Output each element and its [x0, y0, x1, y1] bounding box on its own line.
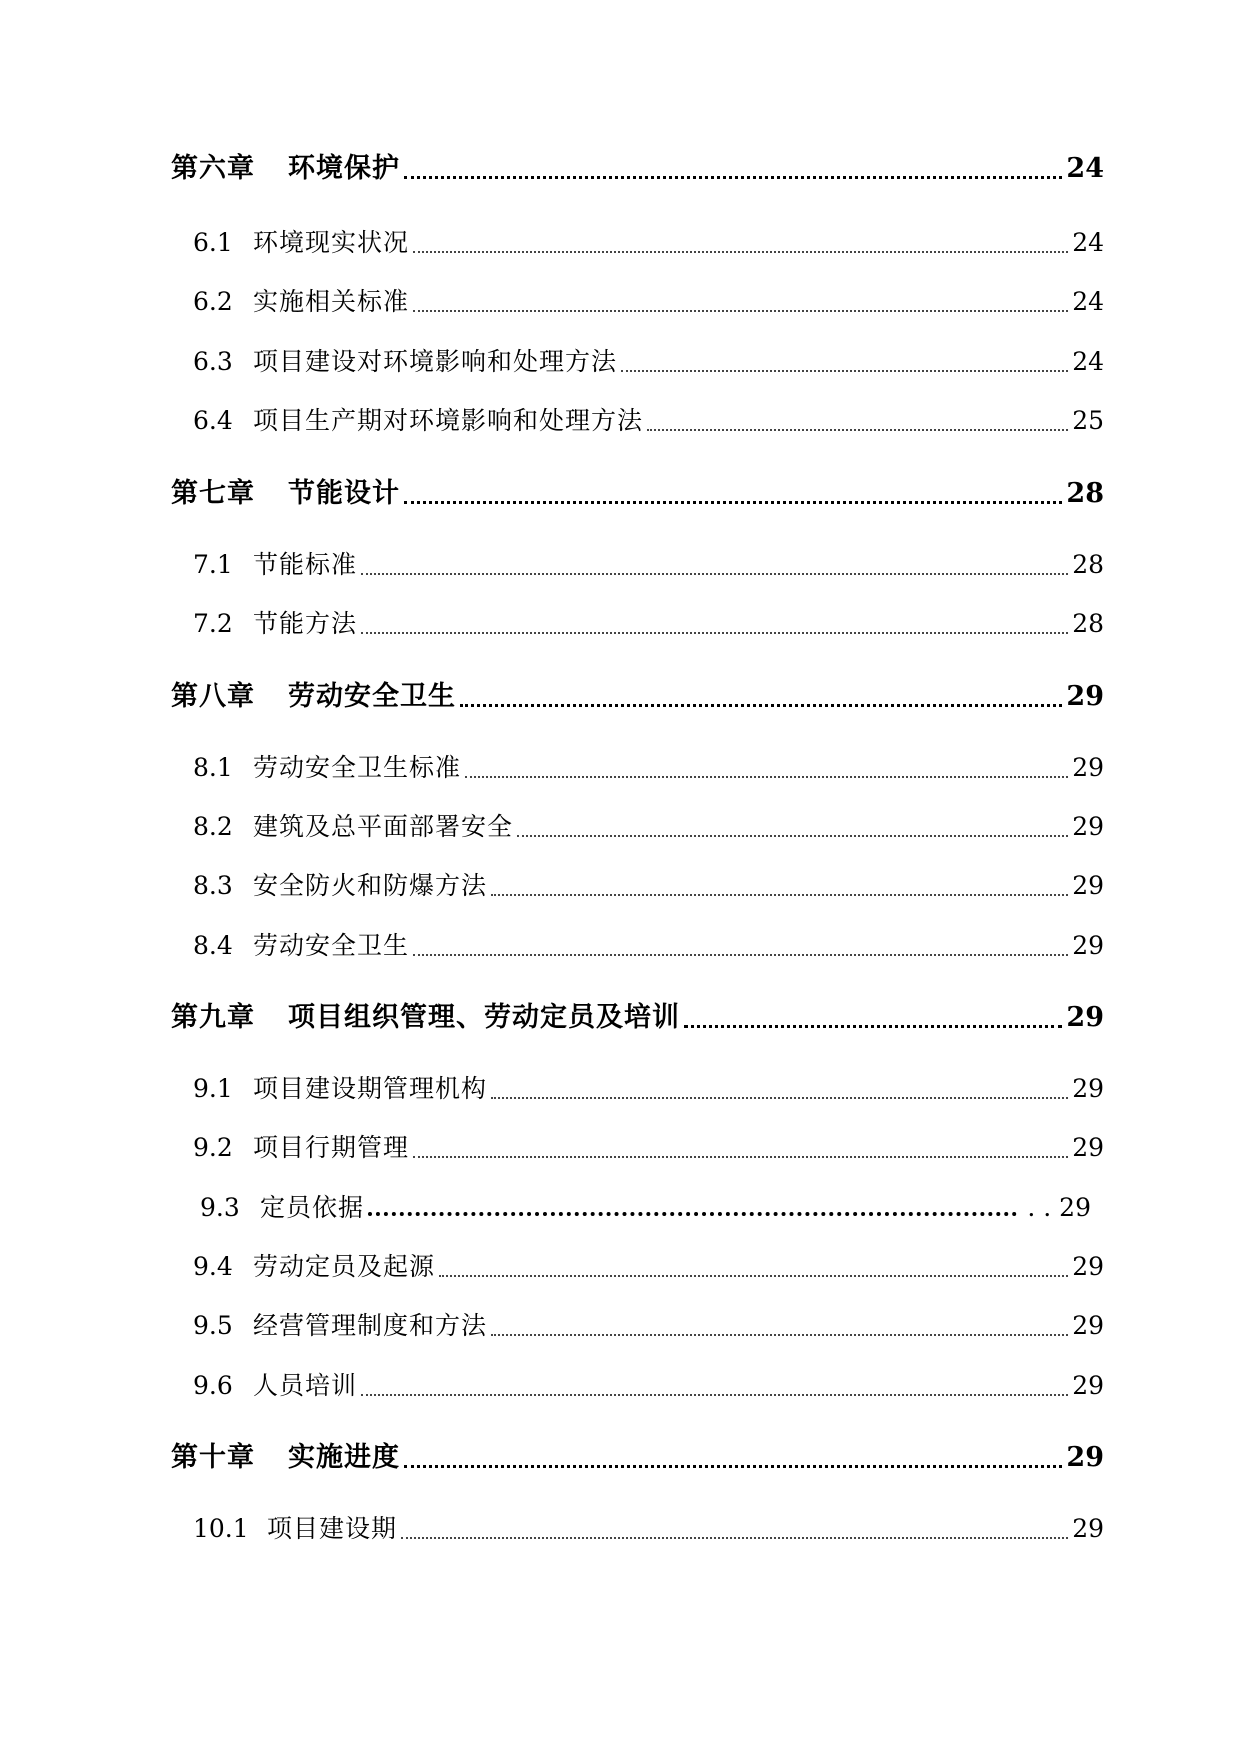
dot-leader — [439, 1275, 1068, 1277]
section-number: 9.3 — [200, 1193, 240, 1222]
toc-section-6-3[interactable] — [193, 342, 1104, 378]
dot-leader — [460, 704, 1062, 707]
chapter-title: 项目组织管理、劳动定员及培训 — [288, 1002, 680, 1033]
toc-section-8-3[interactable] — [193, 866, 1104, 902]
toc-section-9-2[interactable] — [193, 1128, 1104, 1164]
dot-leader — [491, 1334, 1068, 1336]
chapter-title: 环境保护 — [288, 153, 400, 184]
section-title: 项目行期管理 — [253, 1133, 410, 1162]
page-number: 29 — [1072, 1252, 1104, 1281]
section-title: 建筑及总平面部署安全 — [253, 812, 514, 841]
section-title: 节能方法 — [253, 609, 358, 638]
dot-leader — [465, 776, 1068, 778]
section-number: 7.1 — [193, 550, 233, 579]
section-title: 项目建设对环境影响和处理方法 — [253, 347, 618, 376]
section-number: 9.1 — [193, 1074, 233, 1103]
dot-leader — [621, 370, 1068, 372]
section-title: 劳动安全卫生 — [253, 931, 410, 960]
section-number: 6.1 — [193, 228, 233, 257]
page-number: . . 29 — [1027, 1193, 1091, 1222]
toc-chapter-8[interactable] — [171, 674, 1104, 713]
chapter-title: 劳动安全卫生 — [288, 681, 456, 712]
page-number: 29 — [1072, 931, 1104, 960]
toc-section-6-4[interactable] — [193, 401, 1104, 437]
toc-section-10-1[interactable] — [193, 1509, 1104, 1545]
section-number: 8.4 — [193, 931, 233, 960]
page-number: 24 — [1072, 347, 1104, 376]
toc-section-8-4[interactable] — [193, 926, 1104, 962]
chapter-number: 第九章 — [171, 1002, 255, 1033]
section-number: 9.6 — [193, 1371, 233, 1400]
section-title: 劳动定员及起源 — [253, 1252, 436, 1281]
chapter-number: 第八章 — [171, 681, 255, 712]
section-title: 劳动安全卫生标准 — [253, 753, 462, 782]
toc-section-8-2[interactable] — [193, 807, 1104, 843]
section-title: 经营管理制度和方法 — [253, 1311, 488, 1340]
toc-section-8-1[interactable] — [193, 748, 1104, 784]
page-number: 29 — [1072, 1371, 1104, 1400]
section-title: 环境现实状况 — [253, 228, 410, 257]
chapter-title: 节能设计 — [288, 478, 400, 509]
dot-leader — [413, 954, 1068, 956]
dot-leader — [361, 632, 1068, 634]
dot-leader — [647, 429, 1068, 431]
section-number: 6.4 — [193, 406, 233, 435]
page-number: 28 — [1066, 478, 1104, 509]
section-number: 9.5 — [193, 1311, 233, 1340]
page-number: 29 — [1066, 681, 1104, 712]
page-number: 24 — [1072, 287, 1104, 316]
chapter-number: 第十章 — [171, 1442, 255, 1473]
dot-leader — [361, 1394, 1068, 1396]
dot-leader — [517, 835, 1068, 837]
toc-section-9-6[interactable] — [193, 1366, 1104, 1402]
chapter-title: 实施进度 — [288, 1442, 400, 1473]
toc-section-7-2[interactable] — [193, 604, 1104, 640]
section-number: 10.1 — [193, 1514, 249, 1543]
page-number: 29 — [1072, 1074, 1104, 1103]
page-number: 28 — [1072, 609, 1104, 638]
toc-section-9-5[interactable] — [193, 1306, 1104, 1342]
dot-leader — [413, 251, 1068, 253]
section-title: 安全防火和防爆方法 — [253, 871, 488, 900]
section-number: 6.3 — [193, 347, 233, 376]
page-number: 29 — [1066, 1442, 1104, 1473]
page-number: 29 — [1072, 871, 1104, 900]
dot-leader — [491, 1097, 1068, 1099]
page-number: 29 — [1072, 812, 1104, 841]
section-number: 9.2 — [193, 1133, 233, 1162]
dot-leader — [413, 1156, 1068, 1158]
page-number: 24 — [1066, 153, 1104, 184]
dot-leader — [404, 1465, 1062, 1468]
dot-leader — [413, 310, 1068, 312]
section-title: 节能标准 — [253, 550, 358, 579]
section-number: 8.1 — [193, 753, 233, 782]
dot-leader — [401, 1537, 1068, 1539]
dot-leader — [404, 176, 1062, 179]
toc-chapter-6[interactable] — [171, 146, 1104, 185]
page-number: 29 — [1072, 753, 1104, 782]
page-number: 29 — [1072, 1514, 1104, 1543]
page-number: 29 — [1066, 1002, 1104, 1033]
section-title: 人员培训 — [253, 1371, 358, 1400]
page-number: 29 — [1072, 1133, 1104, 1162]
section-title: 项目生产期对环境影响和处理方法 — [253, 406, 644, 435]
chapter-number: 第六章 — [171, 153, 255, 184]
page-number: 29 — [1072, 1311, 1104, 1340]
page-number: 24 — [1072, 228, 1104, 257]
dot-leader — [491, 894, 1068, 896]
section-number: 7.2 — [193, 609, 233, 638]
section-title: 项目建设期管理机构 — [253, 1074, 488, 1103]
toc-chapter-9[interactable] — [171, 995, 1104, 1034]
section-number: 8.2 — [193, 812, 233, 841]
dot-leader — [361, 573, 1068, 575]
section-title: 项目建设期 — [267, 1514, 398, 1543]
toc-section-9-3[interactable] — [200, 1188, 1091, 1224]
toc-section-9-1[interactable] — [193, 1069, 1104, 1105]
page-number: 25 — [1072, 406, 1104, 435]
page-number: 28 — [1072, 550, 1104, 579]
toc-section-6-2[interactable] — [193, 282, 1104, 318]
toc-section-6-1[interactable] — [193, 223, 1104, 259]
dot-leader — [684, 1025, 1062, 1028]
dot-leader — [404, 501, 1062, 504]
section-number: 9.4 — [193, 1252, 233, 1281]
dot-leader — [368, 1212, 1017, 1216]
section-number: 8.3 — [193, 871, 233, 900]
section-number: 6.2 — [193, 287, 233, 316]
toc-section-7-1[interactable] — [193, 545, 1104, 581]
chapter-number: 第七章 — [171, 478, 255, 509]
section-title: 实施相关标准 — [253, 287, 410, 316]
section-title: 定员依据 — [260, 1193, 365, 1222]
toc-chapter-7[interactable] — [171, 471, 1104, 510]
toc-chapter-10[interactable] — [171, 1435, 1104, 1474]
toc-section-9-4[interactable] — [193, 1247, 1104, 1283]
